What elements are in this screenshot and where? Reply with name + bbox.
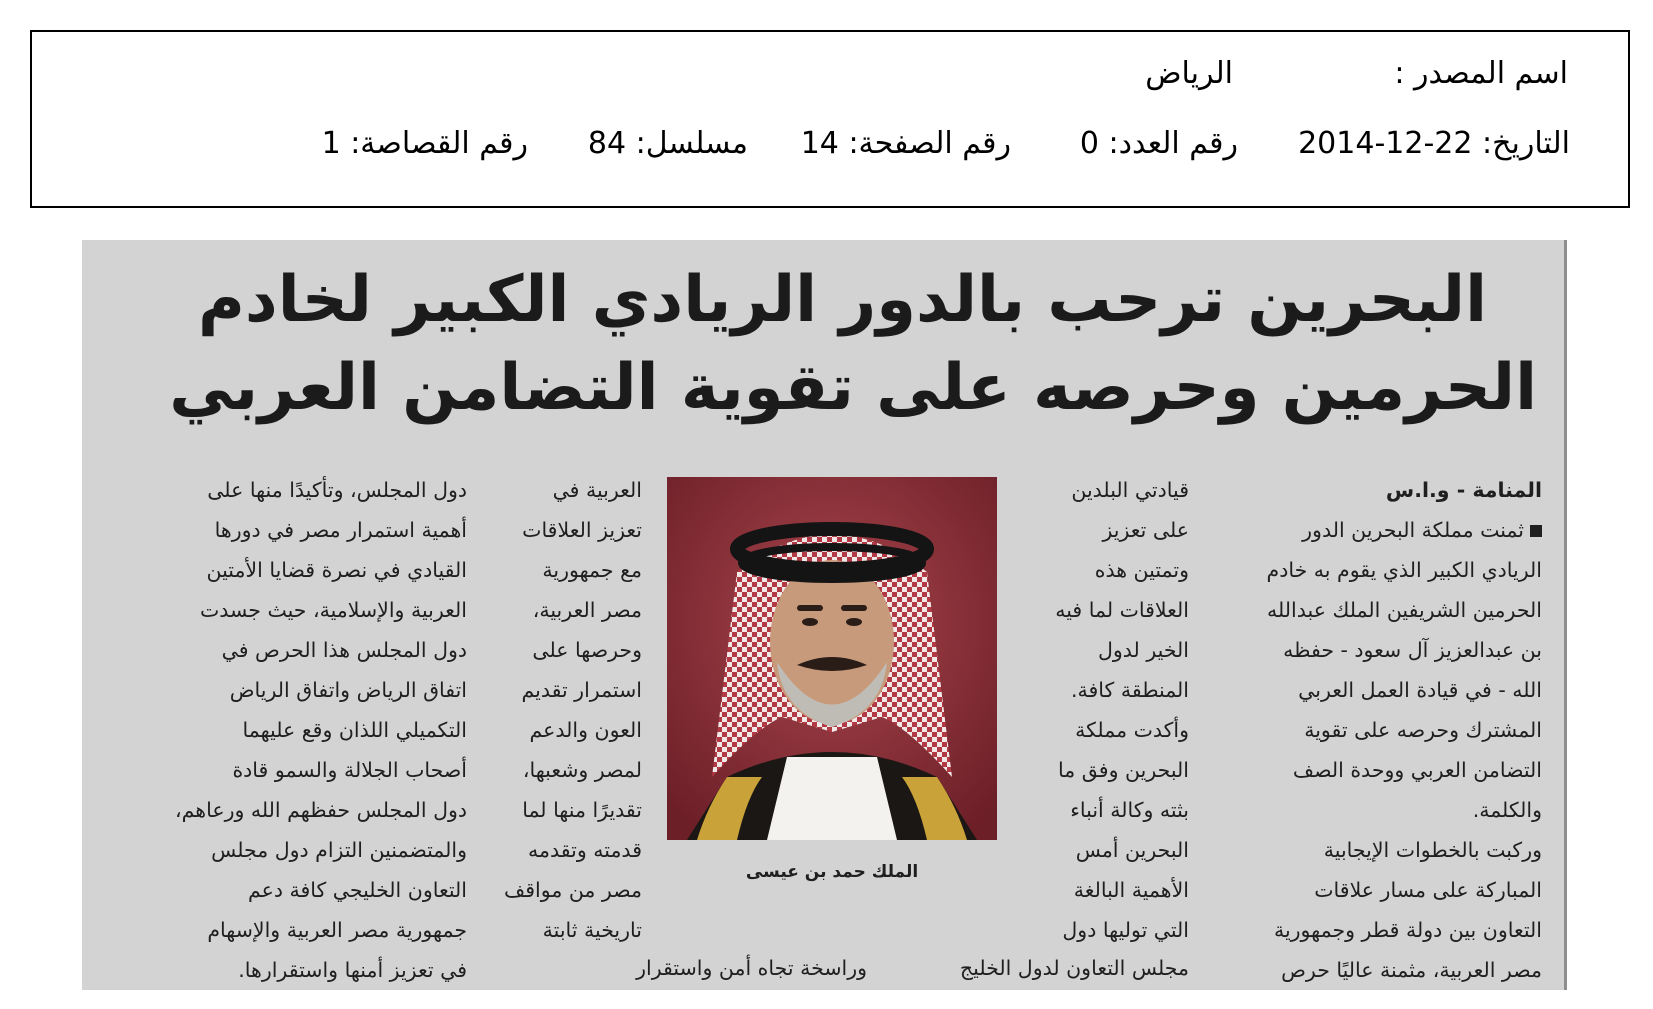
column-line: المنطقة كافة. — [1071, 678, 1189, 702]
source-value: الرياض — [1145, 56, 1233, 91]
column-line: وأكدت مملكة — [1075, 718, 1189, 742]
article-column-2 — [1009, 470, 1189, 950]
column-line: العون والدعم — [529, 718, 642, 742]
column-line: مصر العربية، — [532, 598, 642, 622]
column-line: على تعزيز — [1102, 518, 1189, 542]
column-line: مصر العربية، مثمنة عاليًا حرص — [1281, 958, 1542, 982]
bottom-line-left: وراسخة تجاه أمن واستقرار — [636, 956, 867, 980]
column-line: تاريخية ثابتة — [542, 918, 642, 942]
column-line: الخير لدول — [1098, 638, 1189, 662]
column-line: بثته وكالة أنباء — [1070, 798, 1189, 822]
column-line: استمرار تقديم — [521, 678, 642, 702]
date-field: التاريخ: 22-12-2014 — [1298, 126, 1570, 161]
article-column-1 — [1202, 470, 1542, 990]
article-column-4 — [122, 470, 467, 990]
column-line: التضامن العربي ووحدة الصف — [1292, 758, 1542, 782]
column-line: دول المجلس هذا الحرص في — [221, 638, 467, 662]
column-line: والمتضمنين التزام دول مجلس — [211, 838, 467, 862]
column-line: دول المجلس، وتأكيدًا منها على — [207, 478, 467, 502]
portrait-photo — [667, 477, 997, 840]
column-line: مع جمهورية — [542, 558, 642, 582]
column-line: الأهمية البالغة — [1073, 878, 1189, 902]
column-line: قدمته وتقدمه — [528, 838, 642, 862]
column-line: قيادتي البلدين — [1071, 478, 1189, 502]
column-line: العلاقات لما فيه — [1055, 598, 1189, 622]
column-line: العربية في — [552, 478, 642, 502]
column-line: الحرمين الشريفين الملك عبدالله — [1267, 598, 1542, 622]
column-line: التي توليها دول — [1062, 918, 1189, 942]
column-line: لمصر وشعبها، — [522, 758, 642, 782]
serial-field: مسلسل: 84 — [587, 126, 748, 161]
article-column-3 — [472, 470, 642, 950]
column-line: وركبت بالخطوات الإيجابية — [1323, 838, 1542, 862]
column-line: أهمية استمرار مصر في دورها — [214, 518, 467, 542]
column-line: الله - في قيادة العمل العربي — [1298, 678, 1542, 702]
column-line: وتمتين هذه — [1094, 558, 1189, 582]
newspaper-clipping — [82, 240, 1567, 990]
headline-line-1: البحرين ترحب بالدور الريادي الكبير لخادم — [198, 263, 1487, 337]
column-line: ثمنت مملكة البحرين الدور — [1202, 510, 1542, 550]
page-number-field: رقم الصفحة: 14 — [800, 126, 1011, 161]
column-line: والكلمة. — [1472, 798, 1542, 822]
portrait-illustration — [667, 477, 997, 840]
column-line: البحرين وفق ما — [1057, 758, 1189, 782]
source-label: اسم المصدر : — [1394, 56, 1568, 91]
bottom-line-right: مجلس التعاون لدول الخليج — [959, 956, 1189, 980]
column-line: بن عبدالعزيز آل سعود - حفظه — [1283, 638, 1542, 662]
dateline: المنامة - و.ا.س — [1385, 478, 1542, 502]
column-line: جمهورية مصر العربية والإسهام — [207, 918, 467, 942]
column-line: البحرين أمس — [1075, 838, 1189, 862]
column-line: التعاون الخليجي كافة دعم — [247, 878, 467, 902]
column-line: المشترك وحرصه على تقوية — [1304, 718, 1542, 742]
clip-number-field: رقم القصاصة: 1 — [321, 126, 528, 161]
column-line: التكميلي اللذان وقع عليهما — [242, 718, 467, 742]
column-line: في تعزيز أمنها واستقرارها. — [238, 958, 467, 982]
bullet-icon — [1530, 525, 1542, 537]
column-line: تقديرًا منها لما — [522, 798, 642, 822]
column-line: المباركة على مسار علاقات — [1314, 878, 1542, 902]
column-line: التعاون بين دولة قطر وجمهورية — [1273, 918, 1542, 942]
column-line: مصر من مواقف — [504, 878, 642, 902]
photo-caption: الملك حمد بن عيسى — [745, 862, 919, 882]
issue-number-field: رقم العدد: 0 — [1079, 126, 1238, 161]
column-line: القيادي في نصرة قضايا الأمتين — [206, 558, 467, 582]
column-line: أصحاب الجلالة والسمو قادة — [232, 758, 467, 782]
column-line: دول المجلس حفظهم الله ورعاهم، — [175, 798, 467, 822]
column-line: العربية والإسلامية، حيث جسدت — [199, 598, 467, 622]
source-info-box — [30, 30, 1630, 208]
headline-line-2: الحرمين وحرصه على تقوية التضامن العربي — [169, 351, 1537, 425]
column-line: اتفاق الرياض واتفاق الرياض — [229, 678, 467, 702]
column-line: تعزيز العلاقات — [522, 518, 642, 542]
column-line: وحرصها على — [532, 638, 642, 662]
column-line: الريادي الكبير الذي يقوم به خادم — [1266, 558, 1542, 582]
